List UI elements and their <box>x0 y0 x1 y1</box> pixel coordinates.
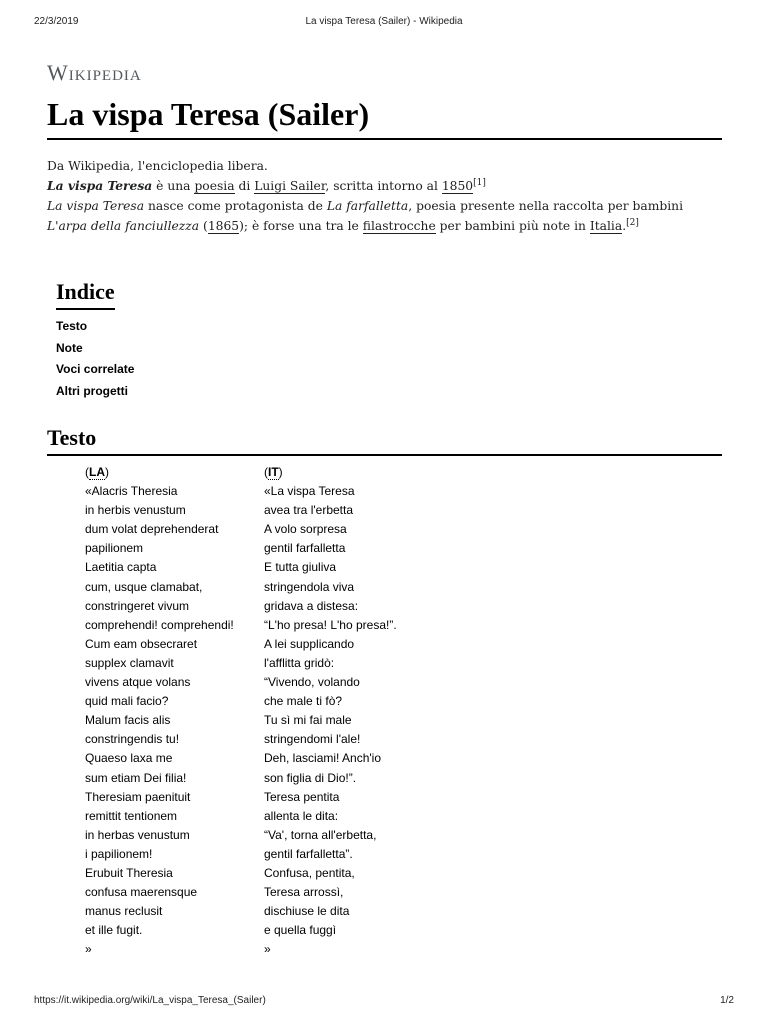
paren: ) <box>278 465 283 479</box>
poem-line: Tu sì mi fai male <box>264 713 352 728</box>
text-span: ( <box>199 219 208 233</box>
print-url: https://it.wikipedia.org/wiki/La_vispa_Teresa_(Sailer) <box>34 995 266 1006</box>
poem-line: E tutta giuliva <box>264 560 337 575</box>
poem-line: supplex clamavit <box>85 655 174 670</box>
print-page-number: 1/2 <box>720 995 734 1006</box>
poem-line: A volo sorpresa <box>264 522 347 537</box>
toc-item-testo[interactable]: Testo <box>56 319 88 333</box>
poem-line: » <box>264 942 271 957</box>
link-filastrocche[interactable]: filastrocche <box>362 219 436 233</box>
text-span: è una <box>152 179 195 193</box>
poem-line: Erubuit Theresia <box>85 865 173 880</box>
poem-line: l'afflitta gridò: <box>264 655 335 670</box>
intro-paragraph-2 <box>47 196 723 236</box>
poem-line: constringeret vivum <box>85 598 190 613</box>
poem-line: son figlia di Dio!”. <box>264 770 357 785</box>
poem-line: «Alacris Theresia <box>85 484 178 499</box>
poem-line: “Vivendo, volando <box>264 675 360 690</box>
poem-line: Laetitia capta <box>85 560 157 575</box>
poem-line: sum etiam Dei filia! <box>85 770 187 785</box>
poem-line: gentil farfalletta”. <box>264 846 353 861</box>
poem-line: remittit tentionem <box>85 808 178 823</box>
poem-line: “Va', torna all'erbetta, <box>264 827 377 842</box>
toc-item-note[interactable]: Note <box>56 340 83 355</box>
poem-lang-header <box>264 463 397 482</box>
link-1850[interactable]: 1850 <box>441 179 474 193</box>
poem-line: Malum facis alis <box>85 713 171 728</box>
paren: ( <box>85 465 89 479</box>
poem-line: Theresiam paenituit <box>85 789 191 804</box>
link-italia[interactable]: Italia <box>589 219 623 233</box>
text-span: , poesia presente nella raccolta per bambini <box>408 199 684 213</box>
print-date: 22/3/2019 <box>34 16 79 27</box>
poem-line: Deh, lasciami! Anch'io <box>264 751 382 766</box>
toc-title: Indice <box>56 278 115 310</box>
poem-line: i papilionem! <box>85 846 153 861</box>
poem-line: Cum eam obsecraret <box>85 636 198 651</box>
poem-line: manus reclusit <box>85 904 163 919</box>
lang-code-it[interactable]: IT <box>268 465 279 479</box>
bold-title: La vispa Teresa <box>47 178 153 193</box>
italic-collection: L'arpa della fanciullezza <box>47 219 200 233</box>
poem-line: gentil farfalletta <box>264 541 346 556</box>
poem-line: Confusa, pentita, <box>264 865 355 880</box>
poem-line: quid mali facio? <box>85 694 169 709</box>
section-heading-testo: Testo <box>47 424 722 456</box>
poem-line: dischiuse le dita <box>264 904 350 919</box>
poem-line: et ille fugit. <box>85 923 143 938</box>
poem-line: “L'ho presa! L'ho presa!”. <box>264 617 397 632</box>
intro-paragraph-1 <box>47 176 723 196</box>
poem-line: avea tra l'erbetta <box>264 503 354 518</box>
paren: ( <box>264 465 268 479</box>
poem-lang-header <box>85 463 234 482</box>
poem-line: in herbas venustum <box>85 827 190 842</box>
italic-work: La farfalletta <box>326 199 409 213</box>
poem-line: «La vispa Teresa <box>264 484 355 499</box>
toc-list <box>56 316 134 402</box>
poem-line: papilionem <box>85 541 144 556</box>
poem-line: cum, usque clamabat, <box>85 579 203 594</box>
toc-item-voci-correlate[interactable]: Voci correlate <box>56 362 135 376</box>
poem-line: che male ti fò? <box>264 694 343 709</box>
poem-line: Teresa arrossì, <box>264 885 344 900</box>
poem-line: gridava a distesa: <box>264 598 359 613</box>
print-page-title: La vispa Teresa (Sailer) - Wikipedia <box>305 16 463 27</box>
poem-line: e quella fuggì <box>264 923 337 938</box>
tagline: Da Wikipedia, l'enciclopedia libera. <box>47 159 268 173</box>
poem-line: stringendomi l'ale! <box>264 732 361 747</box>
poem-italian-column <box>264 463 397 959</box>
poem-line: dum volat deprehenderat <box>85 522 219 537</box>
table-of-contents <box>56 278 134 402</box>
poem-line: constringendis tu! <box>85 732 180 747</box>
italic-title: La vispa Teresa <box>47 199 145 213</box>
poem-line: » <box>85 942 92 957</box>
link-poesia[interactable]: poesia <box>194 179 235 193</box>
paren: ) <box>105 465 109 479</box>
poem-line: in herbis venustum <box>85 503 186 518</box>
link-1865[interactable]: 1865 <box>207 219 240 233</box>
text-span: di <box>234 179 255 193</box>
poem-line: stringendola viva <box>264 579 355 594</box>
poem-latin-column <box>85 463 234 959</box>
lang-code-la[interactable]: LA <box>89 465 105 479</box>
poem-line: comprehendi! comprehendi! <box>85 617 234 632</box>
poem-line: Quaeso laxa me <box>85 751 173 766</box>
text-span: nasce come protagonista de <box>144 199 327 213</box>
wikipedia-logo[interactable]: Wikipedia <box>47 60 142 85</box>
print-header <box>0 16 768 32</box>
poem-line: Teresa pentita <box>264 789 340 804</box>
text-span: . <box>622 219 627 233</box>
toc-item-altri-progetti[interactable]: Altri progetti <box>56 383 128 398</box>
reference-2[interactable]: [2] <box>626 218 639 228</box>
text-span: ); è forse una tra le <box>239 219 363 233</box>
link-luigi-sailer[interactable]: Luigi Sailer <box>254 179 326 193</box>
page-title: La vispa Teresa (Sailer) <box>47 94 722 140</box>
text-span: per bambini più note in <box>435 219 590 233</box>
poem-line: confusa maerensque <box>85 885 198 900</box>
poem-line: A lei supplicando <box>264 636 355 651</box>
text-span: , scritta intorno al <box>325 179 442 193</box>
poem-line: vivens atque volans <box>85 675 191 690</box>
reference-1[interactable]: [1] <box>473 178 486 188</box>
article-intro <box>47 156 723 236</box>
poem-line: allenta le dita: <box>264 808 339 823</box>
